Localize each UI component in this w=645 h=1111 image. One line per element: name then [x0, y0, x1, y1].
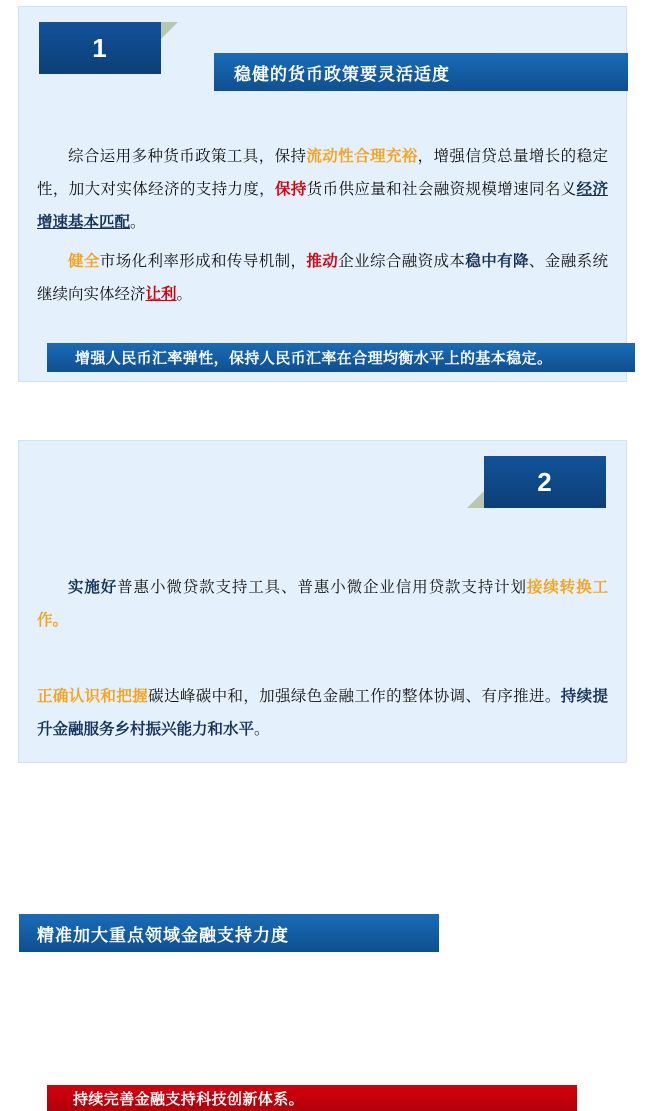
text-run: 企业综合融资成本 — [338, 253, 466, 270]
text-run: 。 — [254, 721, 270, 738]
highlight-dark: 稳中有降 — [465, 253, 529, 270]
paragraph — [37, 140, 608, 239]
text-run: 货币供应量和社会融资规模增速同名义 — [306, 181, 577, 198]
highlight-orange: 流动性合理充裕 — [306, 148, 418, 165]
text-run: 综合运用多种货币政策工具，保持 — [68, 148, 307, 165]
section-number-2: 2 — [484, 456, 606, 508]
section-card-2 — [18, 440, 627, 1108]
section-banner-2: 持续完善金融支持科技创新体系。 — [47, 1085, 577, 1111]
highlight-dark: 实施好 — [68, 579, 118, 596]
highlight-underline-red: 让利 — [145, 286, 177, 303]
paragraph — [37, 571, 608, 637]
section-title-1: 稳健的货币政策要灵活适度 — [214, 53, 628, 91]
section-banner-1: 增强人民币汇率弹性，保持人民币汇率在合理均衡水平上的基本稳定。 — [47, 343, 635, 372]
paragraph — [37, 680, 608, 746]
text-run: 、金融系统继续向实体经济 — [37, 253, 608, 303]
text-run: 。 — [176, 286, 193, 303]
section-card-1 — [18, 6, 627, 382]
section-title-2: 精准加大重点领域金融支持力度 — [19, 914, 439, 952]
section-body-1 — [37, 140, 608, 317]
section-number-1: 1 — [39, 22, 161, 74]
badge-fold-corner-icon — [467, 491, 484, 508]
highlight-red: 保持 — [275, 181, 307, 198]
section-body-2 — [37, 571, 608, 643]
highlight-orange: 接续转换工作。 — [37, 579, 608, 629]
highlight-red: 推动 — [306, 253, 339, 270]
text-run: ，增强信贷总量增长的稳定性，加大对实体经济的支持力度， — [37, 148, 608, 198]
highlight-underline-dark: 经济增速基本匹配 — [37, 181, 608, 231]
text-run: 普惠小微贷款支持工具、普惠小微企业信用贷款支持计划 — [117, 579, 527, 596]
highlight-orange: 健全 — [68, 253, 100, 270]
section-body-2-after — [37, 680, 608, 752]
highlight-dark: 持续提升金融服务乡村振兴能力和水平 — [37, 688, 608, 738]
text-run: 。 — [130, 214, 146, 231]
section-number-badge-2 — [484, 456, 606, 508]
text-run: 市场化利率形成和传导机制， — [99, 253, 307, 270]
highlight-orange: 正确认识和把握 — [37, 688, 149, 705]
text-run: 碳达峰碳中和，加强绿色金融工作的整体协调、有序推进。 — [148, 688, 561, 705]
section-number-badge-1 — [39, 22, 161, 74]
paragraph — [37, 245, 608, 311]
badge-fold-corner-icon — [161, 22, 178, 39]
